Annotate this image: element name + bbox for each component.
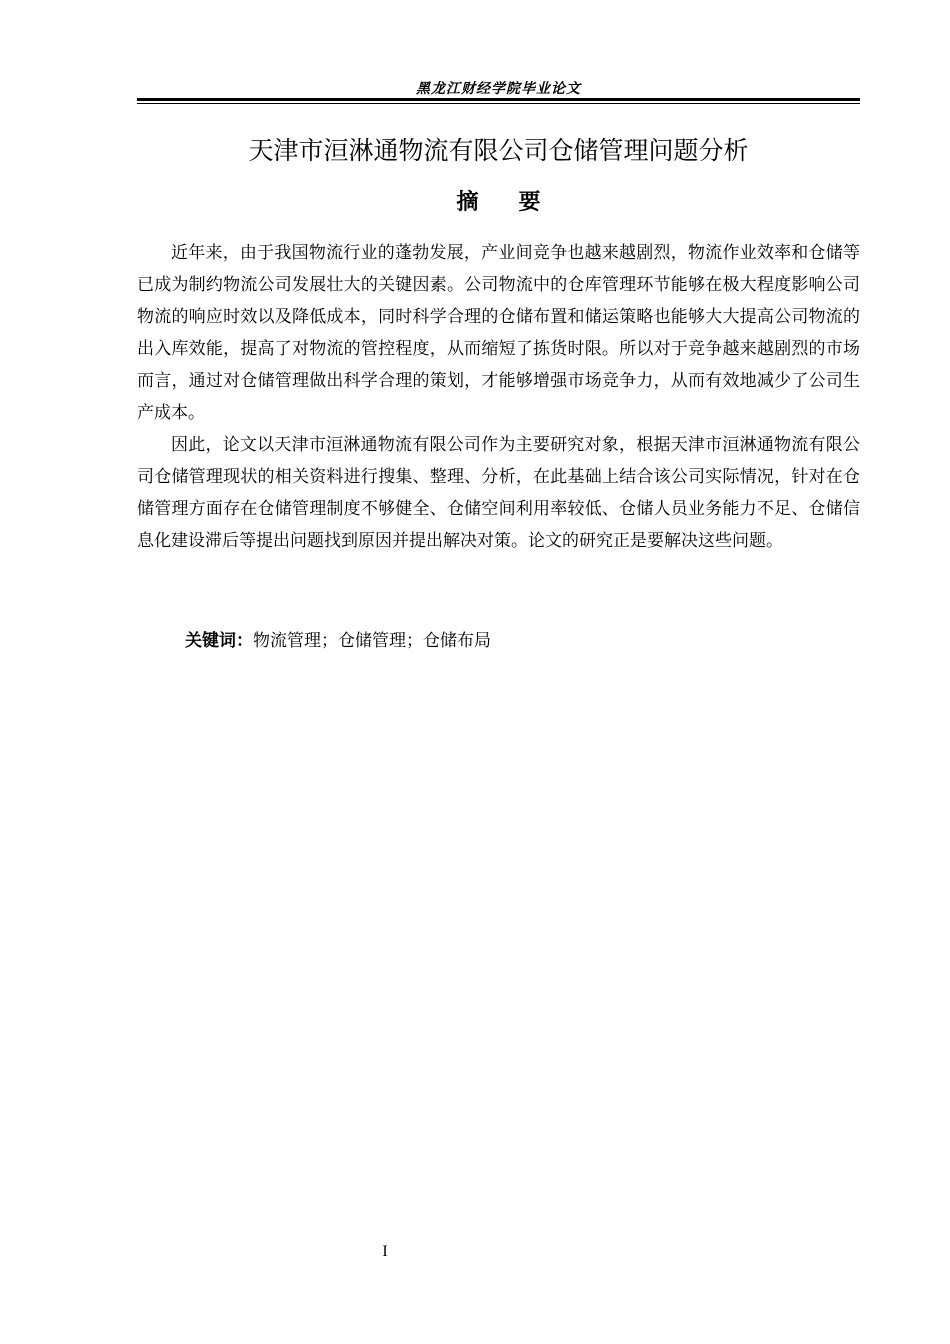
abstract-body [137,237,860,557]
abstract-paragraph-2: 因此，论文以天津市洹淋通物流有限公司作为主要研究对象，根据天津市洹淋通物流有限公司仓储管理现状的相关资料进行搜集、整理、分析，在此基础上结合该公司实际情况，针对在仓储管理方面存在仓储管理制度不够健全、仓储空间利用率较低、仓储人员业务能力不足、仓储信息化建设滞后等提出问题找到原因并提出解决对策。论文的研究正是要解决这些问题。 [137,435,860,551]
header-rule-thick [137,98,860,101]
keywords-value: 物流管理；仓储管理；仓储布局 [253,631,491,651]
document-title: 天津市洹淋通物流有限公司仓储管理问题分析 [248,136,749,165]
abstract-paragraph-1: 近年来，由于我国物流行业的蓬勃发展，产业间竞争也越来越剧烈，物流作业效率和仓储等已成为制约物流公司发展壮大的关键因素。公司物流中的仓库管理环节能够在极大程度影响公司物流的响应时效以及降低成本，同时科学合理的仓储布置和储运策略也能够大大提高公司物流的出入库效能，提高了对物流的管控程度，从而缩短了拣货时限。所以对于竞争越来越剧烈的市场而言，通过对仓储管理做出科学合理的策划，才能够增强市场竞争力，从而有效地减少了公司生产成本。 [137,243,860,423]
abstract-heading: 摘要 [456,190,581,215]
keywords-label: 关键词： [185,631,253,651]
header-rule-thin [137,103,860,104]
keywords-line [185,626,491,656]
running-header-title: 黑龙江财经学院毕业论文 [416,81,581,97]
page-number: I [382,1243,388,1260]
